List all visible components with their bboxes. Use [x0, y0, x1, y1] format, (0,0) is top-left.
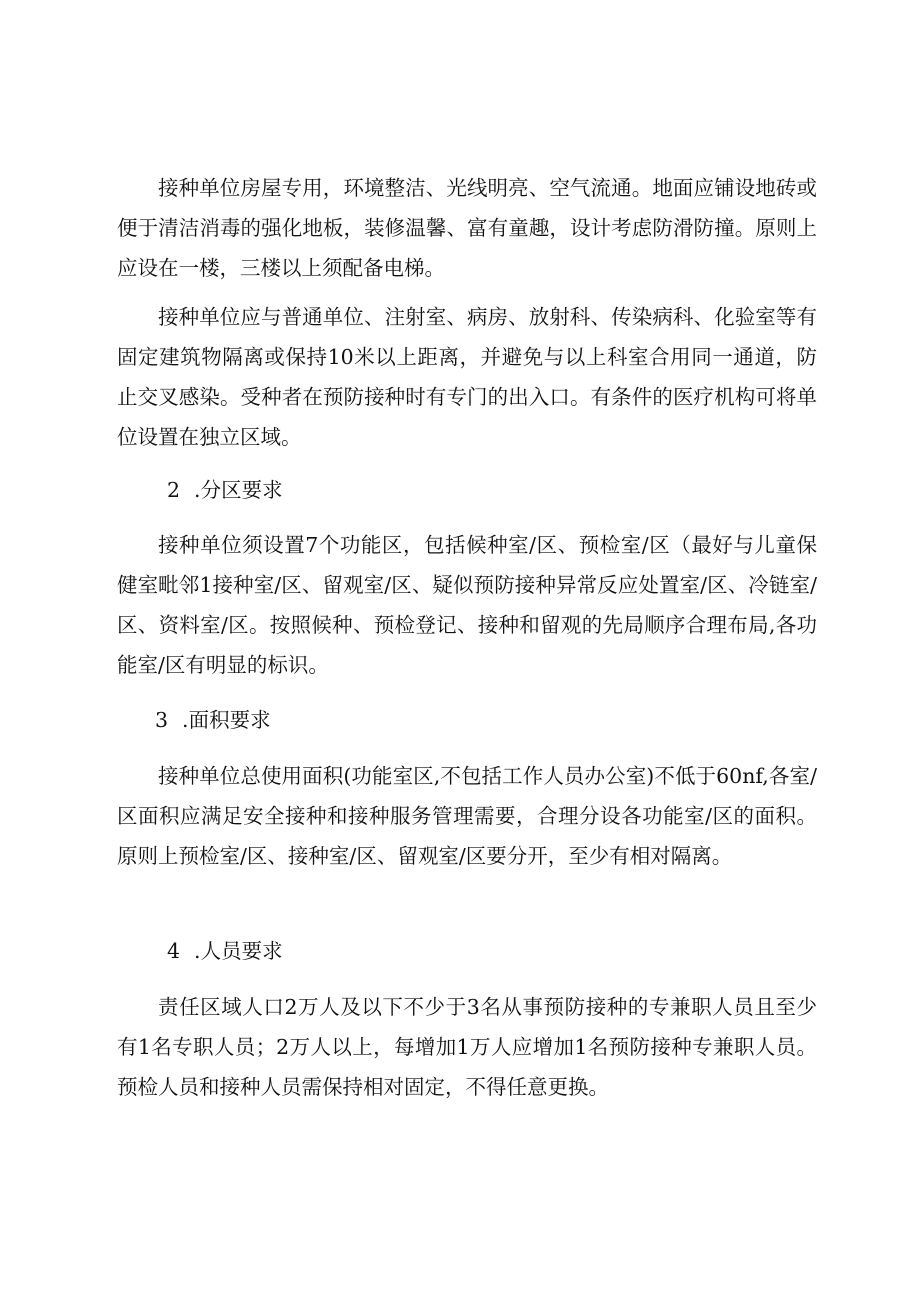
heading-zoning-text: .分区要求 [194, 478, 283, 502]
heading-area [155, 700, 271, 740]
paragraph-zoning: 接种单位须设置7个功能区，包括候种室/区、预检室/区（最好与儿童保健室毗邻1接种室/区、留观室/区、疑似预防接种异常反应处置室/区、冷链室/区、资料室/区。按照候种、预检登记、接种和留观的先局顺序合理布局,各功能室/区有明显的标识。 [117, 533, 817, 677]
heading-area-number: 3 [155, 708, 169, 732]
heading-staff-text: .人员要求 [194, 939, 283, 963]
heading-zoning-number: 2 [167, 478, 181, 502]
paragraph-staff: 责任区域人口2万人及以下不少于3名从事预防接种的专兼职人员且至少有1名专职人员；2万人以上，每增加1万人应增加1名预防接种专兼职人员。预检人员和接种人员需保持相对固定，不得任意更换。 [117, 995, 817, 1099]
heading-staff [167, 931, 283, 971]
heading-zoning [167, 470, 283, 510]
heading-staff-number: 4 [167, 939, 181, 963]
paragraph-housing: 接种单位房屋专用，环境整洁、光线明亮、空气流通。地面应铺设地砖或便于清洁消毒的强化地板，装修温馨、富有童趣，设计考虑防滑防撞。原则上应设在一楼，三楼以上须配备电梯。 [117, 176, 817, 280]
paragraph-isolation: 接种单位应与普通单位、注射室、病房、放射科、传染病科、化验室等有固定建筑物隔离或保持10米以上距离，并避免与以上科室合用同一通道，防止交叉感染。受种者在预防接种时有专门的出入口。有条件的医疗机构可将单位设置在独立区域。 [117, 305, 817, 449]
heading-area-text: .面积要求 [182, 708, 271, 732]
paragraph-area: 接种单位总使用面积(功能室区,不包括工作人员办公室)不低于60nf,各室/区面积应满足安全接种和接种服务管理需要，合理分设各功能室/区的面积。原则上预检室/区、接种室/区、留观室/区要分开，至少有相对隔离。 [117, 764, 817, 868]
